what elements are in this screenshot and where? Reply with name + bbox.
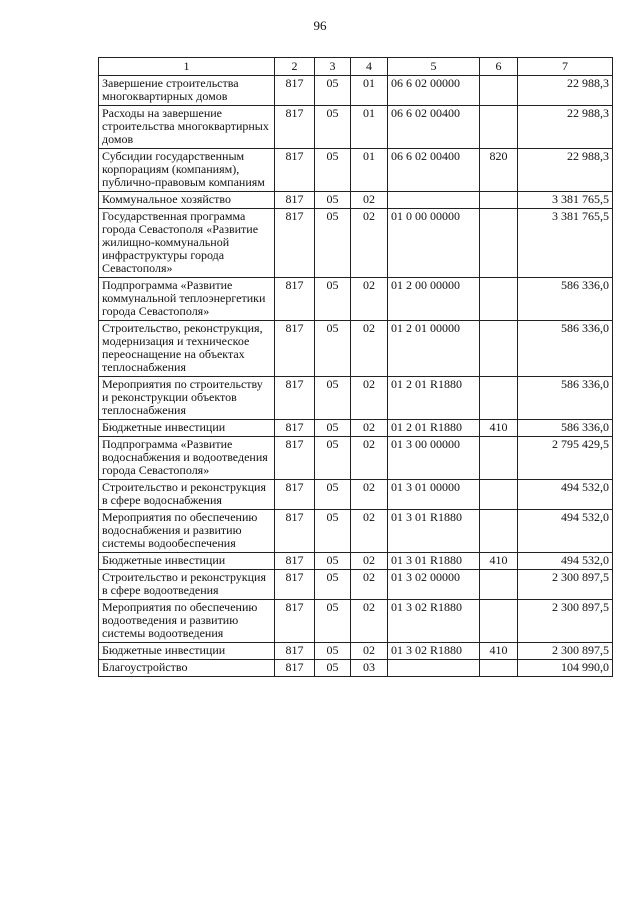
budget-table — [98, 57, 613, 677]
cell-name: Подпрограмма «Развитие коммунальной теплоэнергетики города Севастополя» — [99, 278, 275, 321]
cell-code-3: 05 — [315, 321, 351, 377]
table-row — [99, 321, 613, 377]
cell-code-5: 01 2 01 R1880 — [388, 420, 480, 437]
cell-code-4: 03 — [351, 660, 388, 677]
cell-code-6 — [480, 480, 518, 510]
table-row — [99, 570, 613, 600]
cell-code-3: 05 — [315, 209, 351, 278]
table-row — [99, 553, 613, 570]
cell-code-3: 05 — [315, 480, 351, 510]
cell-name: Бюджетные инвестиции — [99, 643, 275, 660]
cell-code-4: 01 — [351, 149, 388, 192]
cell-code-4: 02 — [351, 437, 388, 480]
cell-code-3: 05 — [315, 553, 351, 570]
cell-code-6: 410 — [480, 420, 518, 437]
cell-code-4: 02 — [351, 643, 388, 660]
cell-code-2: 817 — [275, 420, 315, 437]
header-cell-6: 6 — [480, 58, 518, 76]
cell-code-3: 05 — [315, 600, 351, 643]
cell-code-5 — [388, 660, 480, 677]
cell-code-2: 817 — [275, 553, 315, 570]
table-row — [99, 420, 613, 437]
page-number: 96 — [313, 18, 327, 33]
cell-code-4: 01 — [351, 106, 388, 149]
cell-code-6: 410 — [480, 643, 518, 660]
cell-code-3: 05 — [315, 377, 351, 420]
cell-code-5: 06 6 02 00000 — [388, 76, 480, 106]
cell-amount: 104 990,0 — [518, 660, 613, 677]
cell-code-2: 817 — [275, 321, 315, 377]
cell-name: Бюджетные инвестиции — [99, 553, 275, 570]
cell-code-4: 02 — [351, 377, 388, 420]
cell-amount: 586 336,0 — [518, 377, 613, 420]
cell-code-6 — [480, 209, 518, 278]
cell-amount: 22 988,3 — [518, 149, 613, 192]
table-row — [99, 510, 613, 553]
table-row — [99, 149, 613, 192]
table-row — [99, 209, 613, 278]
cell-name: Строительство и реконструкция в сфере водоснабжения — [99, 480, 275, 510]
cell-code-6 — [480, 106, 518, 149]
cell-code-5: 06 6 02 00400 — [388, 106, 480, 149]
cell-code-2: 817 — [275, 278, 315, 321]
cell-name: Субсидии государственным корпорациям (компаниям), публично-правовым компаниям — [99, 149, 275, 192]
cell-amount: 2 300 897,5 — [518, 570, 613, 600]
cell-code-4: 02 — [351, 480, 388, 510]
cell-code-3: 05 — [315, 570, 351, 600]
cell-code-3: 05 — [315, 420, 351, 437]
cell-name: Коммунальное хозяйство — [99, 192, 275, 209]
table-row — [99, 106, 613, 149]
cell-code-6 — [480, 321, 518, 377]
cell-code-6 — [480, 437, 518, 480]
table-row — [99, 278, 613, 321]
header-row — [99, 58, 613, 76]
cell-code-2: 817 — [275, 510, 315, 553]
cell-code-6: 820 — [480, 149, 518, 192]
cell-code-6 — [480, 570, 518, 600]
cell-code-3: 05 — [315, 643, 351, 660]
cell-name: Расходы на завершение строительства многоквартирных домов — [99, 106, 275, 149]
cell-code-2: 817 — [275, 76, 315, 106]
cell-code-3: 05 — [315, 106, 351, 149]
cell-code-5: 01 3 02 R1880 — [388, 600, 480, 643]
header-cell-1: 1 — [99, 58, 275, 76]
cell-code-4: 02 — [351, 600, 388, 643]
cell-amount: 22 988,3 — [518, 106, 613, 149]
cell-code-6 — [480, 377, 518, 420]
cell-code-5: 01 0 00 00000 — [388, 209, 480, 278]
table-body — [99, 76, 613, 677]
cell-code-4: 02 — [351, 420, 388, 437]
cell-code-4: 02 — [351, 553, 388, 570]
header-cell-3: 3 — [315, 58, 351, 76]
cell-code-6 — [480, 660, 518, 677]
cell-code-4: 02 — [351, 192, 388, 209]
cell-name: Подпрограмма «Развитие водоснабжения и водоотведения города Севастополя» — [99, 437, 275, 480]
cell-amount: 3 381 765,5 — [518, 192, 613, 209]
cell-code-3: 05 — [315, 76, 351, 106]
cell-code-5: 01 3 02 00000 — [388, 570, 480, 600]
cell-amount: 586 336,0 — [518, 420, 613, 437]
cell-code-5: 06 6 02 00400 — [388, 149, 480, 192]
cell-code-3: 05 — [315, 192, 351, 209]
cell-code-4: 01 — [351, 76, 388, 106]
cell-code-6 — [480, 600, 518, 643]
cell-code-2: 817 — [275, 600, 315, 643]
table-row — [99, 480, 613, 510]
cell-amount: 2 300 897,5 — [518, 600, 613, 643]
cell-amount: 586 336,0 — [518, 278, 613, 321]
cell-code-5 — [388, 192, 480, 209]
cell-code-6 — [480, 192, 518, 209]
cell-name: Мероприятия по обеспечению водоотведения и развитию системы водоотведения — [99, 600, 275, 643]
cell-amount: 586 336,0 — [518, 321, 613, 377]
cell-amount: 494 532,0 — [518, 480, 613, 510]
cell-code-5: 01 2 01 R1880 — [388, 377, 480, 420]
cell-code-3: 05 — [315, 510, 351, 553]
table-row — [99, 76, 613, 106]
cell-amount: 494 532,0 — [518, 510, 613, 553]
cell-code-2: 817 — [275, 643, 315, 660]
table-row — [99, 437, 613, 480]
cell-code-4: 02 — [351, 570, 388, 600]
cell-code-6 — [480, 76, 518, 106]
cell-code-5: 01 2 01 00000 — [388, 321, 480, 377]
cell-code-5: 01 2 00 00000 — [388, 278, 480, 321]
cell-code-2: 817 — [275, 106, 315, 149]
cell-code-2: 817 — [275, 480, 315, 510]
cell-name: Мероприятия по обеспечению водоснабжения и развитию системы водообеспечения — [99, 510, 275, 553]
cell-code-3: 05 — [315, 278, 351, 321]
cell-name: Бюджетные инвестиции — [99, 420, 275, 437]
cell-code-6: 410 — [480, 553, 518, 570]
table-row — [99, 192, 613, 209]
cell-code-2: 817 — [275, 209, 315, 278]
cell-code-2: 817 — [275, 570, 315, 600]
cell-name: Благоустройство — [99, 660, 275, 677]
cell-code-5: 01 3 01 R1880 — [388, 553, 480, 570]
cell-name: Государственная программа города Севастополя «Развитие жилищно-коммунальной инфраструктуры города Севастополя» — [99, 209, 275, 278]
cell-name: Строительство, реконструкция, модернизация и техническое переоснащение на объектах теплоснабжения — [99, 321, 275, 377]
table-row — [99, 660, 613, 677]
cell-code-2: 817 — [275, 149, 315, 192]
cell-amount: 2 795 429,5 — [518, 437, 613, 480]
header-cell-4: 4 — [351, 58, 388, 76]
cell-name: Строительство и реконструкция в сфере водоотведения — [99, 570, 275, 600]
cell-name: Завершение строительства многоквартирных домов — [99, 76, 275, 106]
cell-code-5: 01 3 02 R1880 — [388, 643, 480, 660]
cell-code-5: 01 3 01 R1880 — [388, 510, 480, 553]
cell-code-6 — [480, 510, 518, 553]
table-row — [99, 643, 613, 660]
cell-code-3: 05 — [315, 437, 351, 480]
cell-code-6 — [480, 278, 518, 321]
cell-code-2: 817 — [275, 660, 315, 677]
cell-code-2: 817 — [275, 437, 315, 480]
cell-amount: 494 532,0 — [518, 553, 613, 570]
cell-code-4: 02 — [351, 510, 388, 553]
cell-code-2: 817 — [275, 192, 315, 209]
cell-amount: 2 300 897,5 — [518, 643, 613, 660]
table-row — [99, 377, 613, 420]
cell-code-4: 02 — [351, 209, 388, 278]
header-cell-7: 7 — [518, 58, 613, 76]
cell-code-3: 05 — [315, 660, 351, 677]
cell-code-5: 01 3 01 00000 — [388, 480, 480, 510]
header-cell-2: 2 — [275, 58, 315, 76]
header-cell-5: 5 — [388, 58, 480, 76]
table-row — [99, 600, 613, 643]
cell-code-3: 05 — [315, 149, 351, 192]
cell-code-4: 02 — [351, 321, 388, 377]
cell-amount: 22 988,3 — [518, 76, 613, 106]
cell-code-4: 02 — [351, 278, 388, 321]
table-header — [99, 58, 613, 76]
cell-amount: 3 381 765,5 — [518, 209, 613, 278]
cell-code-2: 817 — [275, 377, 315, 420]
cell-name: Мероприятия по строительству и реконструкции объектов теплоснабжения — [99, 377, 275, 420]
cell-code-5: 01 3 00 00000 — [388, 437, 480, 480]
